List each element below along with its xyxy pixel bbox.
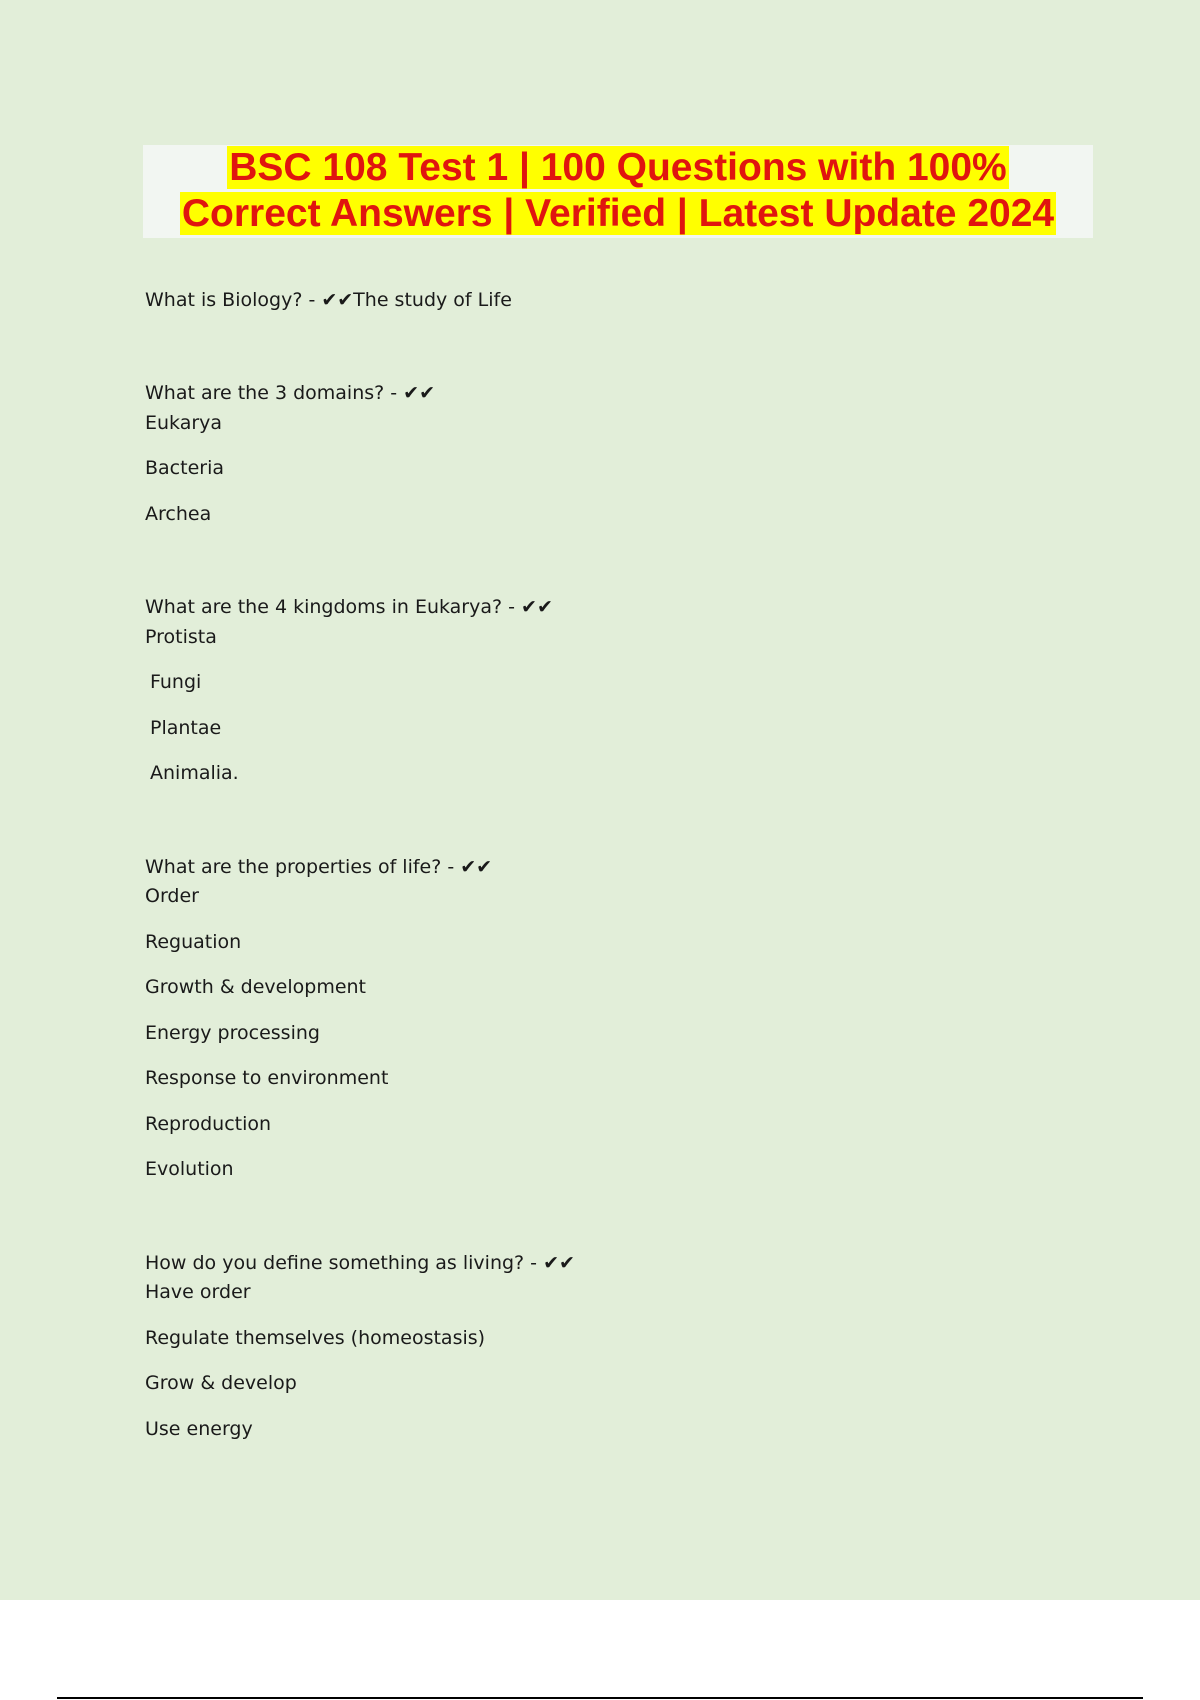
answer-item: Protista (145, 626, 217, 648)
question-1: What is Biology? - ✔✔The study of Life (145, 289, 512, 311)
answer-item: Eukarya (145, 412, 223, 434)
question-4: What are the properties of life? - ✔✔ (145, 856, 493, 878)
answer-item: Animalia. (150, 762, 239, 784)
question-3: What are the 4 kingdoms in Eukarya? - ✔✔ (145, 596, 553, 618)
answer-item: Have order (145, 1281, 251, 1303)
answer-item: Reguation (145, 931, 242, 953)
document-title (143, 145, 1093, 238)
answer-item: Energy processing (145, 1022, 320, 1044)
answer-item: Fungi (150, 671, 202, 693)
answer-item: Response to environment (145, 1067, 389, 1089)
title-line-2: Correct Answers | Verified | Latest Update 2024 (181, 192, 1055, 235)
answer-item: Archea (145, 503, 212, 525)
answer-item: Order (145, 885, 199, 907)
answer-item: Use energy (145, 1418, 253, 1440)
question-5: How do you define something as living? - ✔✔ (145, 1252, 575, 1274)
answer-item: Growth & development (145, 976, 367, 998)
title-line-1: BSC 108 Test 1 | 100 Questions with 100% (229, 146, 1007, 189)
answer-item: Grow & develop (145, 1372, 297, 1394)
answer-item: Evolution (145, 1158, 234, 1180)
answer-item: Reproduction (145, 1113, 272, 1135)
answer-item: Bacteria (145, 457, 224, 479)
question-2: What are the 3 domains? - ✔✔ (145, 382, 435, 404)
answer-item: Plantae (150, 717, 222, 739)
page-footer-area (0, 1600, 1200, 1700)
answer-item: Regulate themselves (homeostasis) (145, 1327, 486, 1349)
footer-divider (57, 1697, 1143, 1699)
